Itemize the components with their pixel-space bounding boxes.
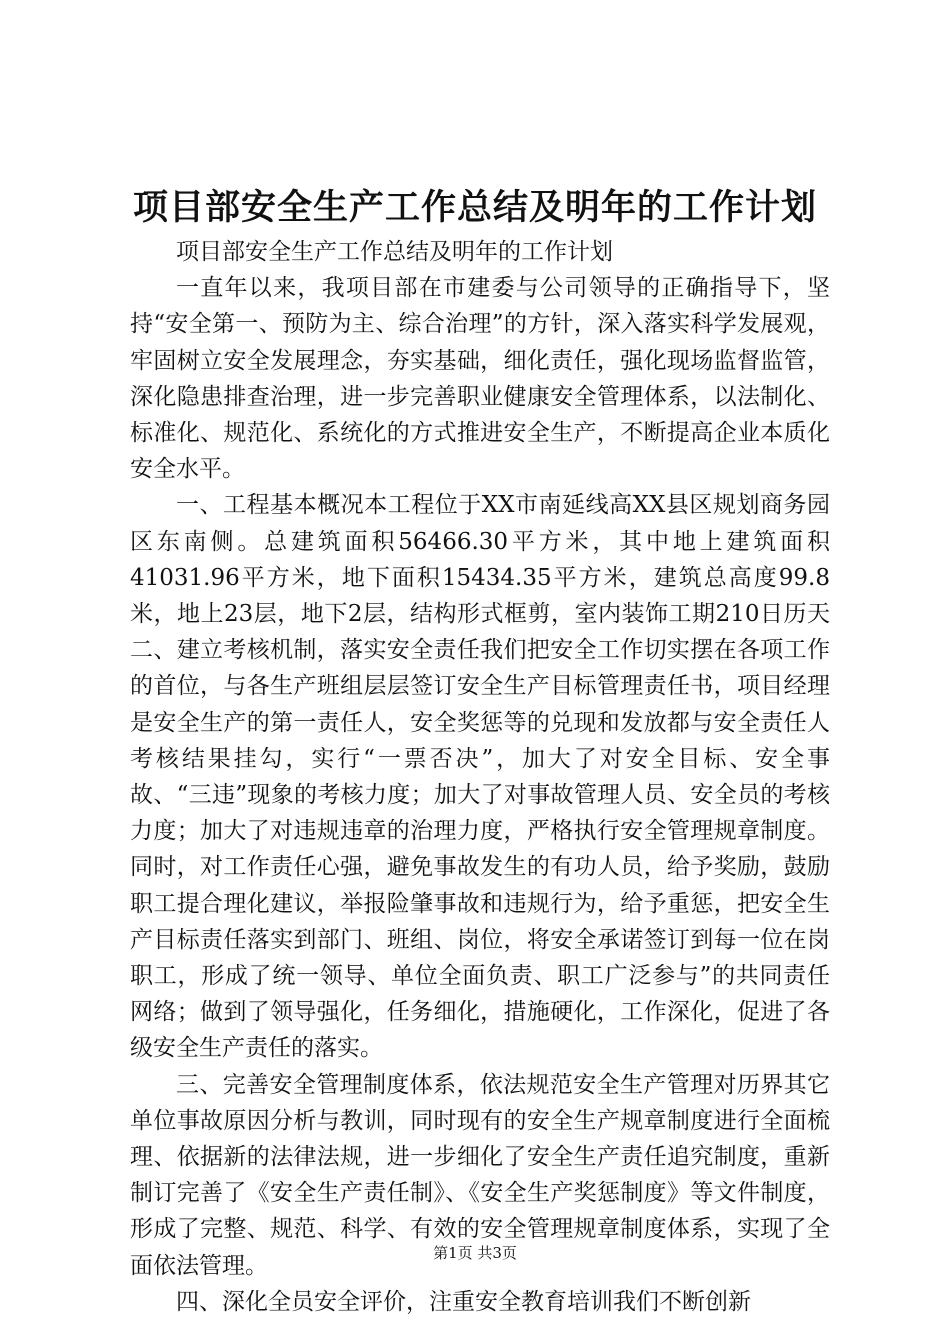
section-paragraph-1-2: 一、工程基本概况本工程位于XX市南延线高XX县区规划商务园区东南侧。总建筑面积56466.30平方米，其中地上建筑面积41031.96平方米，地下面积15434.35平方米，建筑总高度99.8米，地上23层，地下2层，结构形式框剪，室内装饰工期210日历天二、建立考核机制，落实安全责任我们把安全工作切实摆在各项工作的首位，与各生产班组层层签订安全生产目标管理责任书，项目经理是安全生产的第一责任人，安全奖惩等的兑现和发放都与安全责任人考核结果挂勾，实行“一票否决”，加大了对安全目标、安全事故、“三违”现象的考核力度；加大了对事故管理人员、安全员的考核力度；加大了对违规违章的治理力度，严格执行安全管理规章制度。同时，对工作责任心强，避免事故发生的有功人员，给予奖励，鼓励职工提合理化建议，举报险肇事故和违规行为，给予重惩，把安全生产目标责任落实到部门、班组、岗位，将安全承诺签订到每一位在岗职工，形成了统一领导、单位全面负责、职工广泛参与”的共同责任网络；做到了领导强化，任务细化，措施硬化，工作深化，促进了各级安全生产责任的落实。 [130, 492, 830, 1062]
document-body [130, 234, 830, 1320]
page-footer: 第1页 共3页 [433, 1244, 517, 1262]
document-title: 项目部安全生产工作总结及明年的工作计划 [132, 187, 817, 228]
section-paragraph-3: 三、完善安全管理制度体系，依法规范安全生产管理对历界其它单位事故原因分析与教训，同时现有的安全生产规章制度进行全面梳理、依据新的法律法规，进一步细化了安全生产责任追究制度，重新制订完善了《安全生产责任制》、《安全生产奖惩制度》等文件制度，形成了完整、规范、科学、有效的安全管理规章制度体系，实现了全面依法管理。 [130, 1071, 830, 1279]
subtitle-paragraph: 项目部安全生产工作总结及明年的工作计划 [176, 239, 613, 265]
section-paragraph-4: 四、深化全员安全评价，注重安全教育培训我们不断创新 [176, 1288, 751, 1315]
intro-paragraph: 一直年以来，我项目部在市建委与公司领导的正确指导下，坚持“安全第一、预防为主、综合治理”的方针，深入落实科学发展观，牢固树立安全发展理念，夯实基础，细化责任，强化现场监督监管，深化隐患排查治理，进一步完善职业健康安全管理体系，以法制化、标准化、规范化、系统化的方式推进安全生产，不断提高企业本质化安全水平。 [130, 275, 830, 483]
